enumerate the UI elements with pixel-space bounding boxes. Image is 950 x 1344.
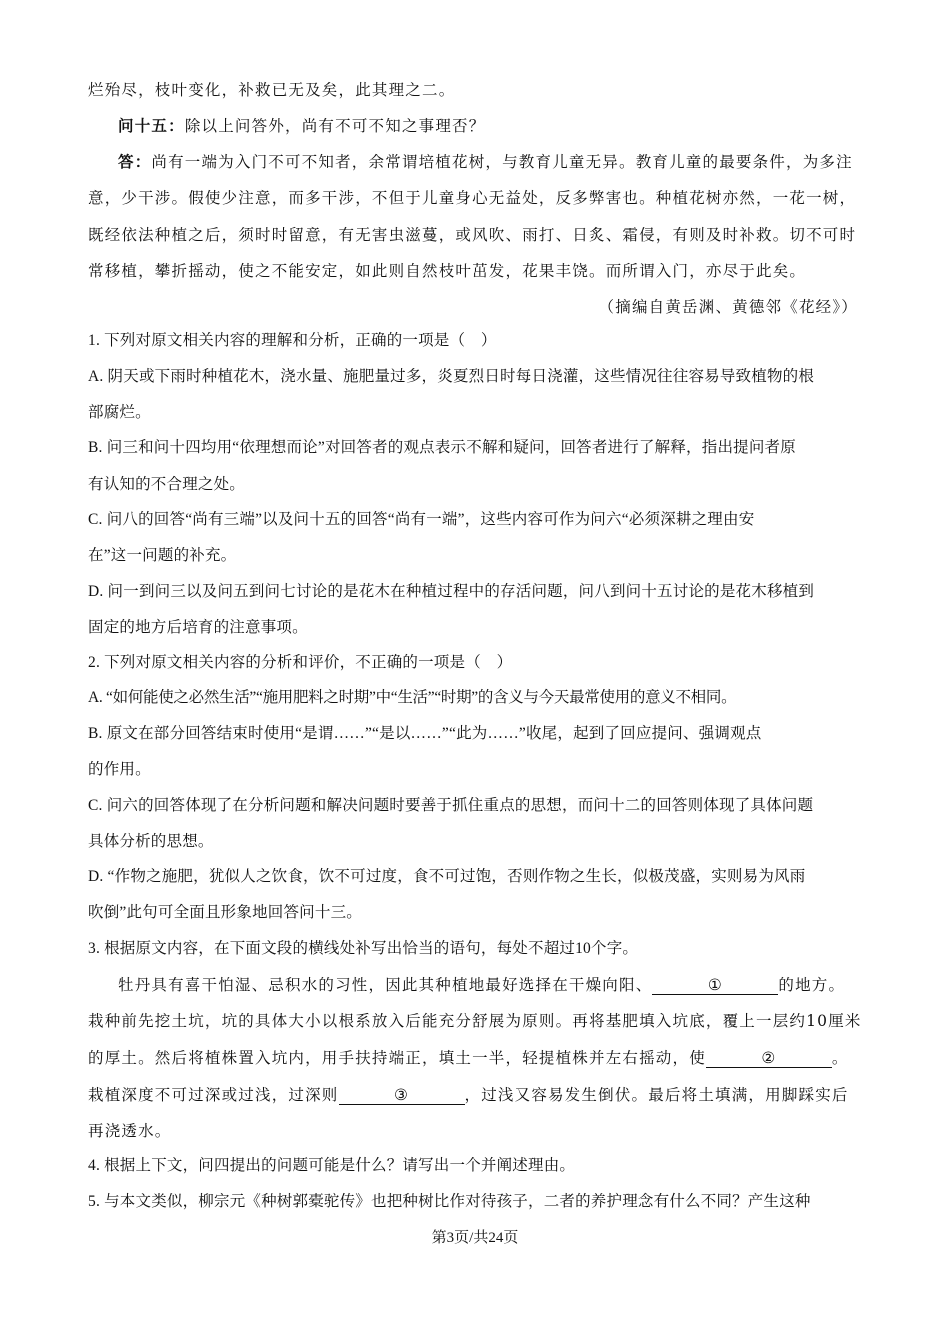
q3-text: 的地方。: [778, 976, 846, 994]
q2-option-a: A. “如何能使之必然生活”“施用肥料之时期”中“生活”“时期”的含义与今天最常使用的意义不相同。: [88, 689, 737, 706]
q3-text: 的厚土。然后将植株置入坑内，用手扶持端正，填土一半，轻提植株并左右摇动，使: [88, 1049, 706, 1067]
a15-text: 尚有一端为入门不可不知者，余常谓培植花树，与教育儿童无异。教育儿童的最要条件，为多注: [151, 153, 853, 171]
q1-option-a-cont: 部腐烂。: [88, 404, 151, 421]
q1-option-b: B. 问三和问十四均用“依理想而论”对回答者的观点表示不解和疑问，回答者进行了解释，指出提问者原: [88, 439, 796, 456]
passage-line: 烂殆尽，枝叶变化，补救已无及矣，此其理之二。: [88, 81, 456, 99]
q3-paragraph-line: 栽种前先挖土坑，坑的具体大小以根系放入后能充分舒展为原则。再将基肥填入坑底，覆上一层约10厘米: [88, 1012, 862, 1030]
q2-option-b-cont: 的作用。: [88, 761, 151, 778]
q1-option-d: D. 问一到问三以及问五到问七讨论的是花木在种植过程中的存活问题，问八到问十五讨论的是花木移植到: [88, 583, 815, 600]
page-footer: 第3页/共24页: [431, 1230, 519, 1246]
q2-stem: 2. 下列对原文相关内容的分析和评价，不正确的一项是（ ）: [88, 654, 513, 671]
q15-label: 问十五：: [118, 116, 185, 135]
answer-15-line: 意，少干涉。假使少注意，而多干涉，不但于儿童身心无益处，反多弊害也。种植花树亦然，一花一树，: [88, 189, 857, 207]
question-15: [118, 116, 485, 136]
q2-option-d: D. “作物之施肥，犹似人之饮食，饮不可过度，食不可过饱，否则作物之生长，似极茂盛，实则易为风雨: [88, 868, 806, 885]
blank-3[interactable]: ③: [339, 1086, 465, 1105]
q3-paragraph-line: [88, 1048, 849, 1068]
blank-1[interactable]: ①: [652, 976, 778, 995]
answer-15-line: [118, 152, 853, 172]
q3-stem: 3. 根据原文内容，在下面文段的横线处补写出恰当的语句，每处不超过10个字。: [88, 940, 639, 957]
q1-option-c: C. 问八的回答“尚有三端”以及问十五的回答“尚有一端”，这些内容可作为问六“必须深耕之理由安: [88, 511, 755, 528]
q1-option-c-cont: 在”这一问题的补充。: [88, 547, 237, 564]
q1-option-a: A. 阴天或下雨时种植花木，浇水量、施肥量过多，炎夏烈日时每日浇灌，这些情况往往容易导致植物的根: [88, 368, 815, 385]
answer-15-line: 常移植，攀折摇动，使之不能安定，如此则自然枝叶茁发，花果丰饶。而所谓入门，亦尽于此矣。: [88, 262, 807, 280]
answer-15-line: 既经依法种植之后，须时时留意，有无害虫滋蔓，或风吹、雨打、日炙、霜侵，有则及时补救。切不可时: [88, 226, 857, 244]
q1-option-b-cont: 有认知的不合理之处。: [88, 476, 246, 493]
q3-paragraph-line: [88, 1085, 849, 1105]
q3-paragraph-line: 再浇透水。: [88, 1122, 172, 1140]
blank-2[interactable]: ②: [706, 1049, 832, 1068]
q5-stem: 5. 与本文类似，柳宗元《种树郭橐驼传》也把种树比作对待孩子，二者的养护理念有什么不同？产生这种: [88, 1193, 811, 1210]
q15-text: 除以上问答外，尚有不可不知之事理否？: [184, 117, 486, 135]
q2-option-c: C. 问六的回答体现了在分析问题和解决问题时要善于抓住重点的思想，而问十二的回答则体现了具体问题: [88, 797, 814, 814]
q3-text: 。: [831, 1049, 849, 1067]
q4-stem: 4. 根据上下文，问四提出的问题可能是什么？请写出一个并阐述理由。: [88, 1157, 576, 1174]
q1-stem: 1. 下列对原文相关内容的理解和分析，正确的一项是（ ）: [88, 332, 497, 349]
q2-option-b: B. 原文在部分回答结束时使用“是谓……”“是以……”“此为……”收尾，起到了回应提问、强调观点: [88, 725, 762, 742]
a15-label: 答：: [118, 152, 152, 171]
q3-text: 牡丹具有喜干怕湿、忌积水的习性，因此其种植地最好选择在干燥向阳、: [118, 976, 653, 994]
q2-option-d-cont: 吹倒”此句可全面且形象地回答问十三。: [88, 904, 362, 921]
q3-text: 栽植深度不可过深或过浅，过深则: [88, 1086, 339, 1104]
q1-option-d-cont: 固定的地方后培育的注意事项。: [88, 619, 308, 636]
q2-option-c-cont: 具体分析的思想。: [88, 833, 214, 850]
q3-text: ，过浅又容易发生倒伏。最后将土填满，用脚踩实后: [464, 1086, 849, 1104]
source-citation: （摘编自黄岳渊、黄德邻《花经》）: [598, 298, 858, 316]
q3-paragraph-line: [118, 975, 845, 995]
